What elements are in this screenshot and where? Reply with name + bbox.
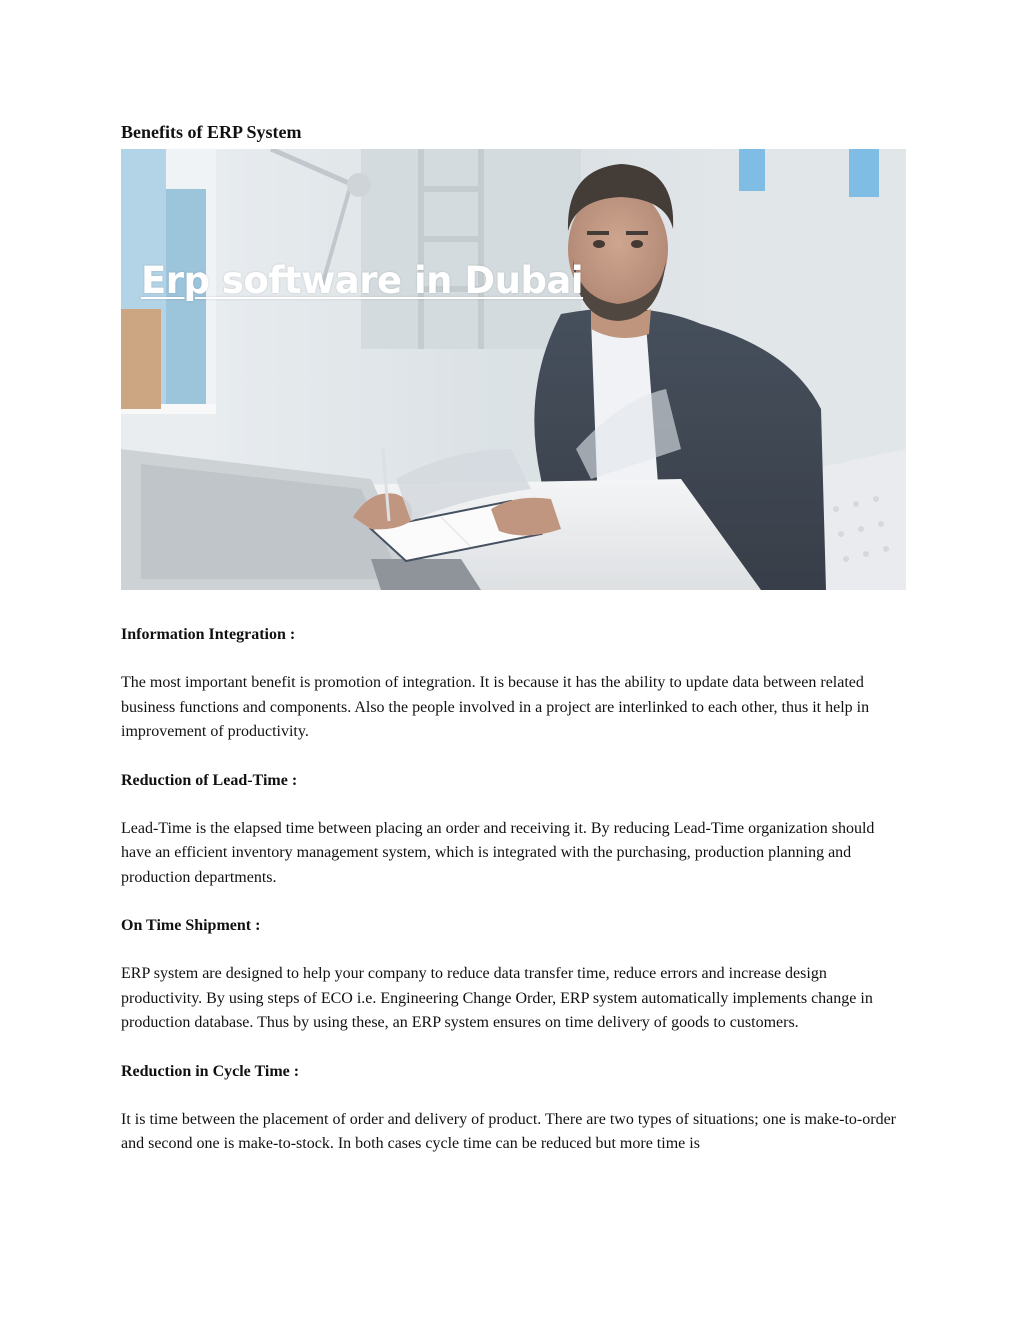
office-photo-illustration <box>121 149 906 590</box>
section-body-cycle-time: It is time between the placement of order and delivery of product. There are two types of situations; one is make-to-order and second one is make-to-stock. In both cases cycle time can be reduced but more time is <box>121 1110 896 1152</box>
section-heading-lead-time: Reduction of Lead-Time : <box>121 771 298 789</box>
hero-image <box>121 149 906 590</box>
section-body-information-integration: The most important benefit is promotion of integration. It is because it has the ability to update data between related business functions and components. Also the people involved in a project are interlinked to each other, thus it help in improvement of productivity. <box>121 674 870 740</box>
section-body-on-time-shipment: ERP system are designed to help your company to reduce data transfer time, reduce errors and increase design productivity. By using steps of ECO i.e. Engineering Change Order, ERP system automatically implements change in production database. Thus by using these, an ERP system ensures on time delivery of goods to customers. <box>121 965 873 1031</box>
section-heading-information-integration: Information Integration : <box>121 626 296 643</box>
section-heading-on-time-shipment: On Time Shipment : <box>121 917 261 934</box>
section-body-lead-time: Lead-Time is the elapsed time between placing an order and receiving it. By reducing Lead-Time organization should have an efficient inventory management system, which is integrated with the purchasing, production planning and production departments. <box>121 819 875 886</box>
document-content <box>121 117 906 1157</box>
document-title: Benefits of ERP System <box>121 122 302 142</box>
hero-overlay-title: Erp software in Dubai <box>141 259 584 302</box>
section-heading-cycle-time: Reduction in Cycle Time : <box>121 1062 300 1080</box>
